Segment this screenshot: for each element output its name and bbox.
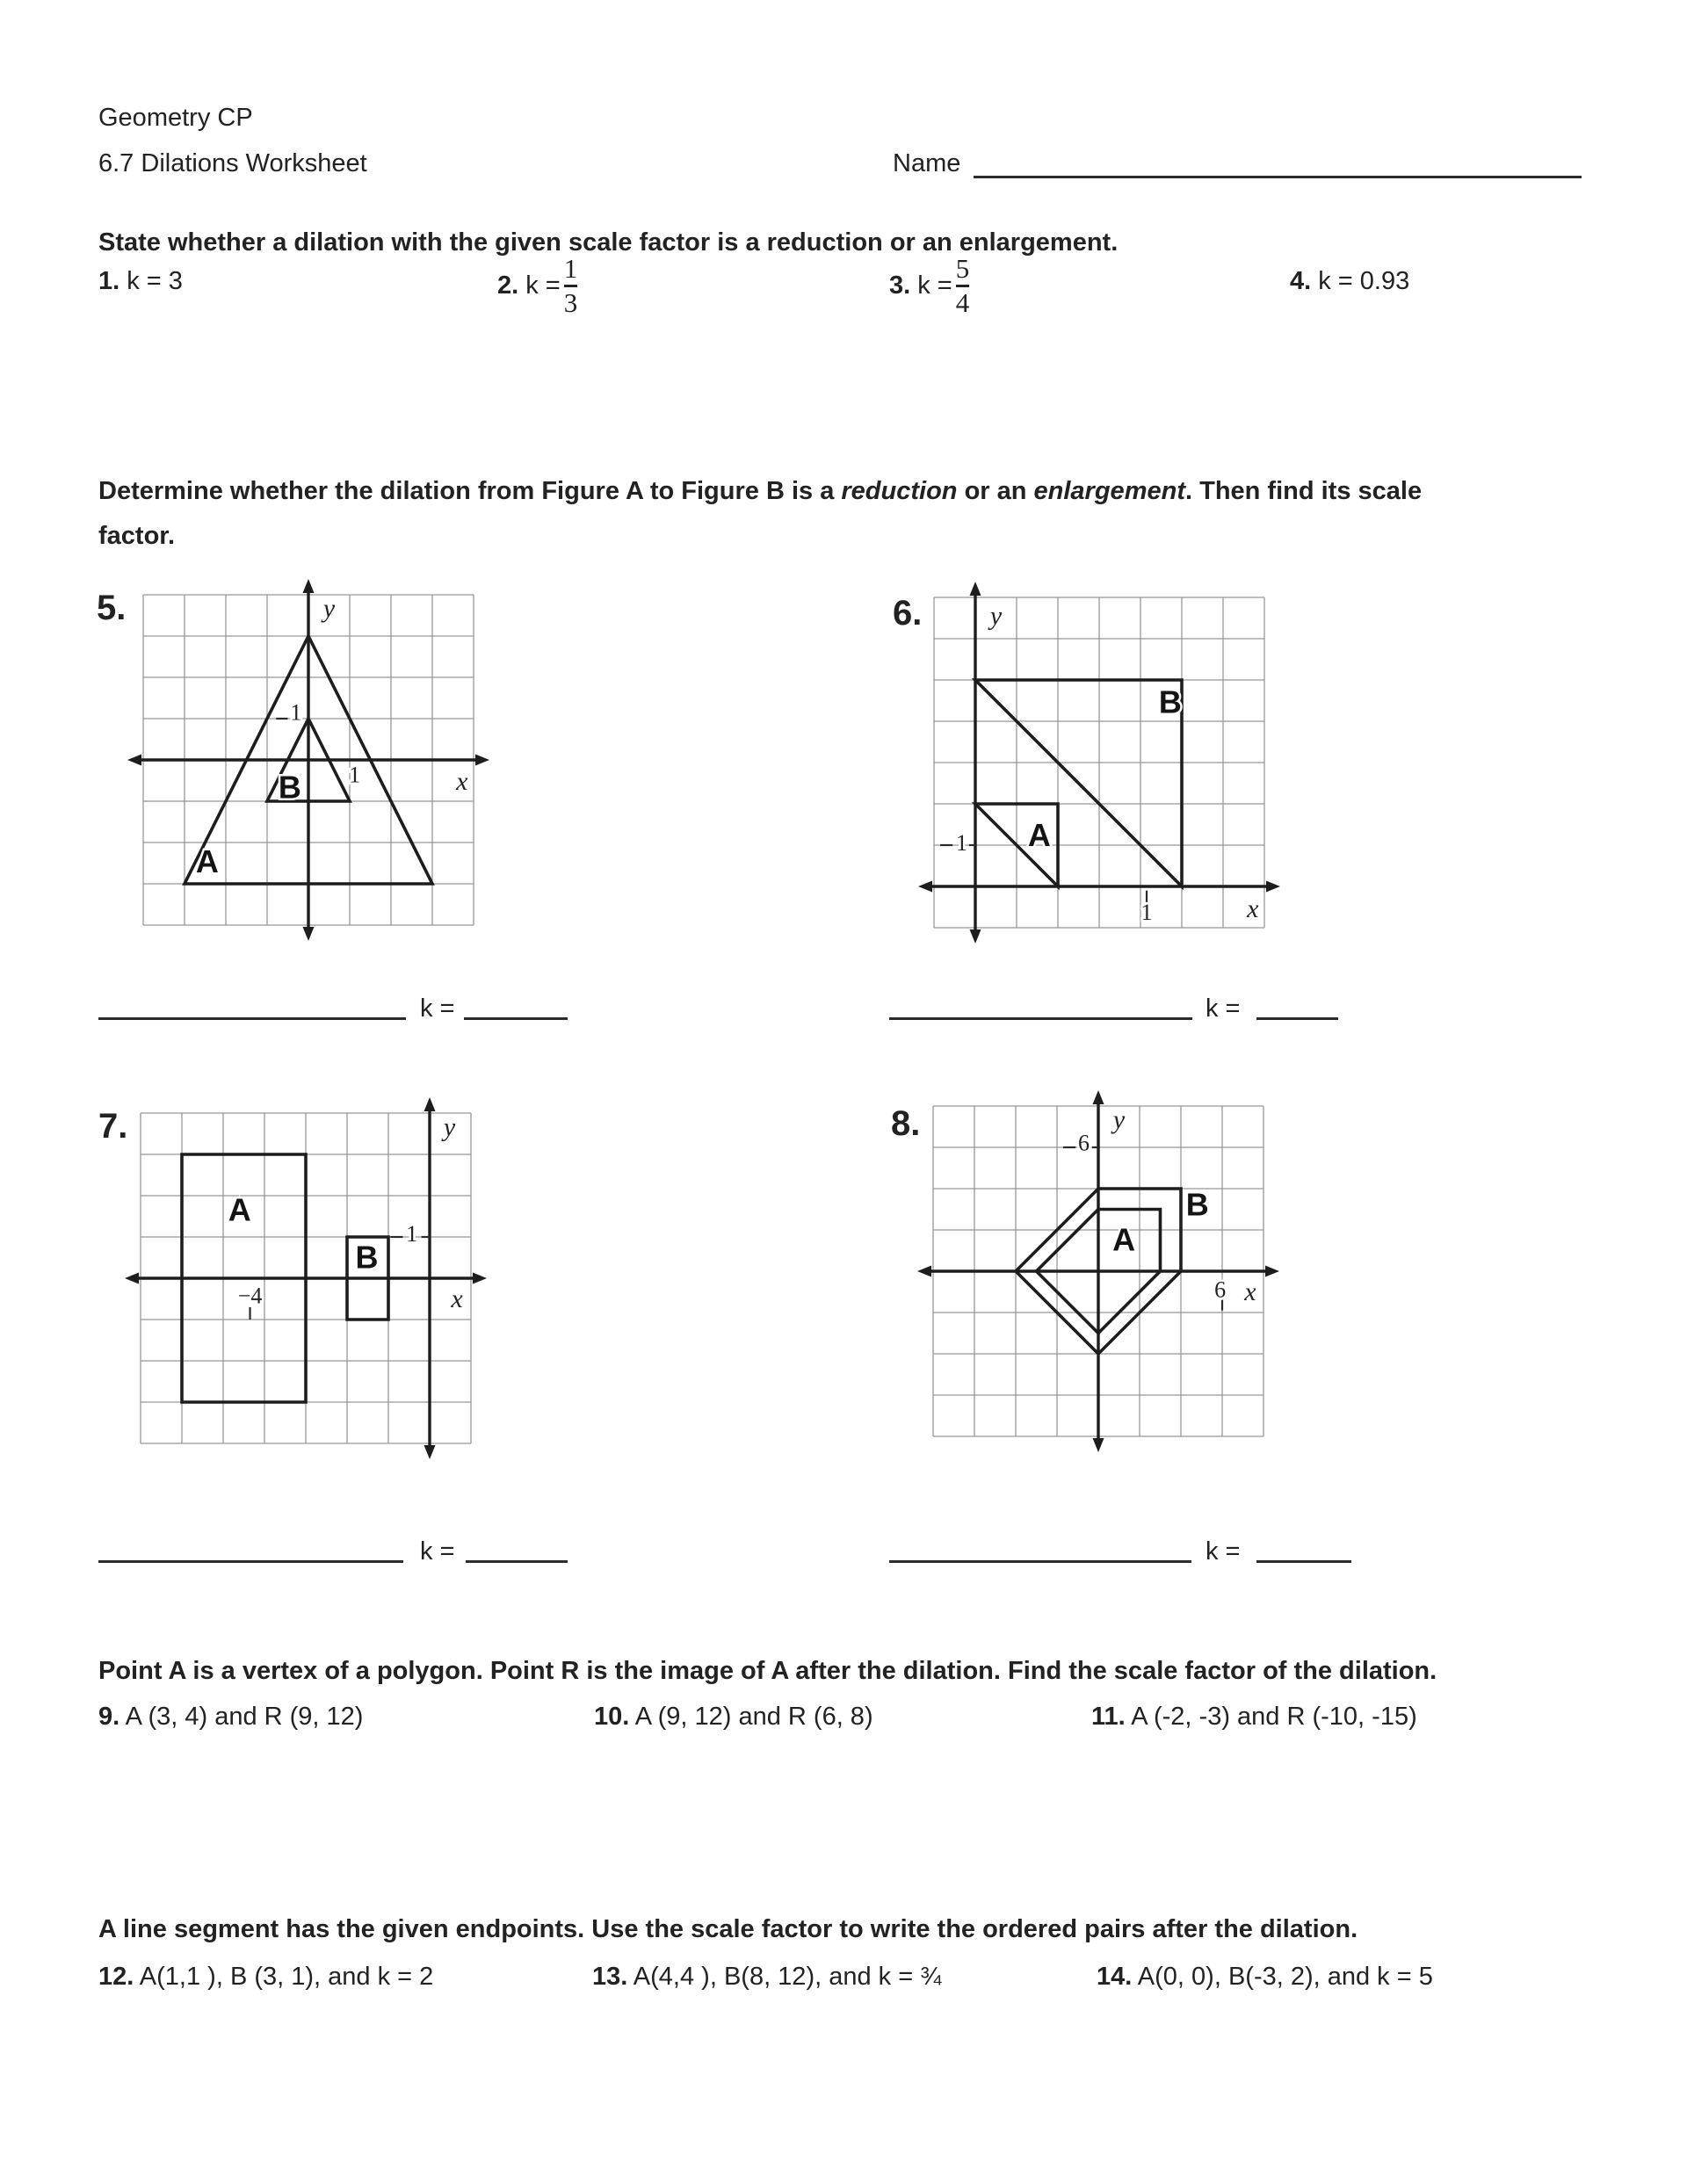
section2-heading-line2: factor. bbox=[98, 522, 176, 550]
problem-3-number: 3. bbox=[889, 271, 911, 300]
figure-8-number: 8. bbox=[891, 1104, 921, 1143]
answer-blank-7 bbox=[98, 1560, 403, 1563]
problem-1-number: 1. bbox=[98, 267, 120, 295]
y-axis-arrow-down bbox=[424, 1445, 436, 1459]
problem-12-number: 12. bbox=[98, 1963, 134, 1991]
problem-4 bbox=[1290, 265, 1409, 297]
problem-2 bbox=[497, 249, 577, 322]
answer-blank-6 bbox=[889, 1017, 1192, 1020]
x-axis-arrow-right bbox=[473, 1273, 487, 1284]
problem-9-number: 9. bbox=[98, 1703, 120, 1731]
figure-8-plot bbox=[910, 1083, 1286, 1459]
problem-13-number: 13. bbox=[592, 1963, 628, 1991]
x-tick-label-neg4: −4 bbox=[237, 1283, 263, 1309]
heading-italic-reduction: reduction bbox=[841, 477, 958, 505]
x-axis-arrow-left bbox=[127, 755, 141, 766]
figure-7-number: 7. bbox=[98, 1107, 128, 1146]
fraction-denominator: 3 bbox=[563, 287, 578, 318]
problem-11-text: A (-2, -3) and R (-10, -15) bbox=[1131, 1703, 1417, 1731]
problem-11 bbox=[1091, 1701, 1417, 1732]
problem-2-number: 2. bbox=[497, 271, 519, 300]
figure-6-number: 6. bbox=[893, 594, 923, 633]
answer-blank-5 bbox=[98, 1017, 406, 1020]
problem-14 bbox=[1097, 1961, 1433, 1992]
problem-14-text: A(0, 0), B(-3, 2), and k = 5 bbox=[1137, 1963, 1433, 1991]
figure-7-plot bbox=[118, 1090, 494, 1466]
problem-9-text: A (3, 4) and R (9, 12) bbox=[125, 1703, 364, 1731]
problem-4-number: 4. bbox=[1290, 267, 1312, 295]
y-axis-label: y bbox=[1112, 1104, 1126, 1134]
problem-14-number: 14. bbox=[1097, 1963, 1133, 1991]
figure-B-label: B bbox=[355, 1239, 379, 1276]
k-blank-5 bbox=[464, 1017, 568, 1020]
problem-10 bbox=[594, 1701, 873, 1732]
problem-12-text: A(1,1 ), B (3, 1), and k = 2 bbox=[139, 1963, 434, 1991]
y-axis-arrow-down bbox=[303, 927, 315, 941]
x-axis-label: x bbox=[1247, 894, 1259, 924]
x-axis-label: x bbox=[1244, 1277, 1256, 1307]
fraction-numerator: 5 bbox=[955, 253, 970, 284]
x-axis-arrow-left bbox=[918, 881, 932, 893]
k-blank-6 bbox=[1256, 1017, 1338, 1020]
y-tick-label-6: 6 bbox=[1078, 1130, 1090, 1156]
y-axis-arrow-down bbox=[1093, 1438, 1104, 1452]
problem-9 bbox=[98, 1701, 363, 1732]
problem-10-number: 10. bbox=[594, 1703, 630, 1731]
k-equals-label-6: k = bbox=[1206, 994, 1241, 1023]
k-equals-label-8: k = bbox=[1206, 1537, 1241, 1566]
problem-3-text: k = bbox=[917, 271, 952, 300]
x-axis-label: x bbox=[451, 1284, 463, 1314]
section3-heading: Point A is a vertex of a polygon. Point R is the image of A after the dilation. Find the scale factor of the dilation. bbox=[98, 1657, 1437, 1685]
section4-heading: A line segment has the given endpoints. Use the scale factor to write the ordered pairs after the dilation. bbox=[98, 1915, 1358, 1943]
figure-A-label: A bbox=[1027, 817, 1051, 854]
figure-B-triangle bbox=[975, 680, 1182, 886]
figure-6-graph bbox=[911, 575, 1287, 955]
x-axis-label: x bbox=[456, 767, 468, 797]
section1-heading: State whether a dilation with the given scale factor is a reduction or an enlargement. bbox=[98, 228, 1119, 257]
y-axis-arrow-down bbox=[970, 929, 981, 944]
k-blank-8 bbox=[1256, 1560, 1351, 1563]
problem-1-text: k = 3 bbox=[127, 267, 183, 295]
figure-A-label: A bbox=[195, 843, 219, 879]
y-axis-arrow-up bbox=[303, 579, 315, 593]
problem-2-fraction bbox=[564, 255, 578, 316]
x-axis-arrow-left bbox=[917, 1266, 931, 1277]
name-label: Name bbox=[893, 149, 961, 177]
y-axis-label: y bbox=[989, 601, 1003, 631]
figure-5-graph bbox=[120, 572, 496, 952]
problem-10-text: A (9, 12) and R (6, 8) bbox=[634, 1703, 873, 1731]
figure-B-label: B bbox=[1158, 683, 1182, 720]
x-axis-arrow-right bbox=[1265, 1266, 1279, 1277]
problem-4-text: k = 0.93 bbox=[1318, 267, 1410, 295]
x-axis-arrow-right bbox=[1266, 881, 1280, 893]
answer-blank-8 bbox=[889, 1560, 1191, 1563]
figure-B-label: B bbox=[1185, 1186, 1209, 1223]
problem-3 bbox=[889, 249, 969, 322]
figure-5-number: 5. bbox=[97, 589, 127, 627]
problem-2-text: k = bbox=[525, 271, 561, 300]
problem-12 bbox=[98, 1961, 433, 1992]
figure-A-label: A bbox=[1112, 1221, 1136, 1258]
problem-3-fraction bbox=[956, 255, 970, 316]
problem-1 bbox=[98, 265, 183, 297]
fraction-denominator: 4 bbox=[955, 287, 970, 318]
k-equals-label-5: k = bbox=[420, 994, 455, 1023]
x-tick-label-1: 1 bbox=[349, 762, 361, 788]
y-tick-label-1: 1 bbox=[290, 699, 302, 726]
y-axis-arrow-up bbox=[970, 582, 981, 596]
y-tick-label-1: 1 bbox=[406, 1221, 418, 1247]
y-axis-arrow-up bbox=[424, 1097, 436, 1111]
k-blank-7 bbox=[466, 1560, 568, 1563]
x-axis-arrow-left bbox=[125, 1273, 139, 1284]
figure-5-plot bbox=[120, 572, 496, 948]
figure-A-label: A bbox=[228, 1191, 251, 1228]
y-tick-label-1: 1 bbox=[955, 829, 967, 856]
k-equals-label-7: k = bbox=[420, 1537, 455, 1566]
figure-8-graph bbox=[910, 1083, 1286, 1464]
y-axis-label: y bbox=[322, 593, 336, 623]
x-tick-label-1: 1 bbox=[1140, 899, 1153, 925]
figure-7-graph bbox=[118, 1090, 494, 1471]
heading-text: Determine whether the dilation from Figure A to Figure B is a bbox=[98, 477, 842, 505]
heading-italic-enlargement: enlargement bbox=[1033, 477, 1185, 505]
problem-11-number: 11. bbox=[1091, 1703, 1126, 1731]
name-blank-line bbox=[974, 176, 1582, 178]
section2-heading-line1 bbox=[98, 475, 1422, 507]
x-tick-label-6: 6 bbox=[1214, 1276, 1227, 1303]
heading-text: or an bbox=[957, 477, 1034, 505]
figure-B-label: B bbox=[278, 769, 301, 806]
fraction-numerator: 1 bbox=[563, 253, 578, 284]
figure-6-plot bbox=[911, 575, 1287, 951]
problem-13 bbox=[592, 1961, 941, 1992]
y-axis-label: y bbox=[443, 1112, 456, 1142]
course-title: Geometry CP bbox=[98, 104, 253, 132]
problem-13-text: A(4,4 ), B(8, 12), and k = ¾ bbox=[633, 1963, 942, 1991]
x-axis-arrow-right bbox=[475, 755, 489, 766]
y-axis-arrow-up bbox=[1093, 1090, 1104, 1104]
worksheet-title: 6.7 Dilations Worksheet bbox=[98, 149, 367, 177]
heading-text: . Then find its scale bbox=[1184, 477, 1423, 505]
